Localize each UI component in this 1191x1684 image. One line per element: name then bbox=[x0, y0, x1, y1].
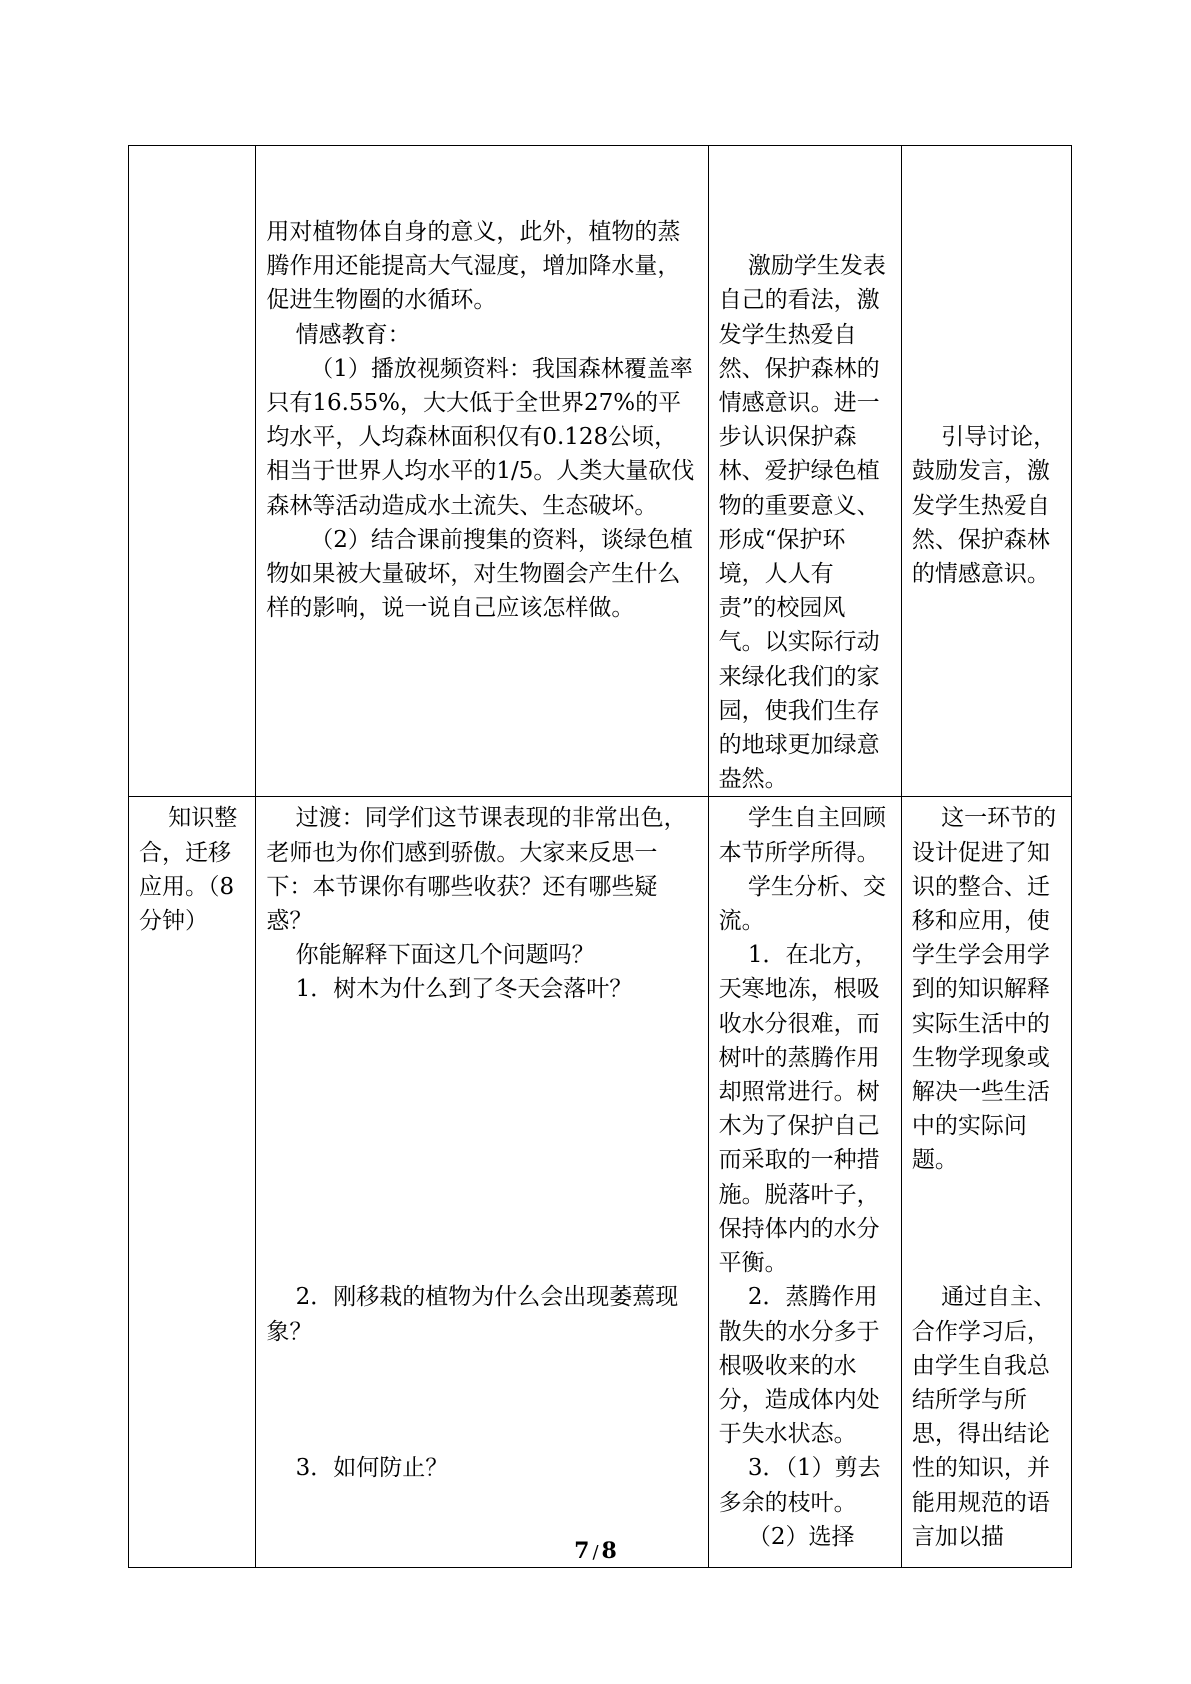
page-number bbox=[0, 1538, 1191, 1564]
page-separator: / bbox=[592, 1542, 599, 1563]
page-total: 8 bbox=[601, 1538, 617, 1564]
student-activity-cell bbox=[708, 146, 901, 797]
stage-text: 知识整合，迁移应用。（8分钟） bbox=[139, 805, 238, 935]
design-intent-text: 这一环节的设计促进了知识的整合、迁移和应用，使学生学会用学到的知识解释实际生活中的生物学现象或解决一些生活中的实际问题。 通过自主、合作学习后，由学生自我总结所学与所思，得出结论性的知识，并能用规范的语言加以描 bbox=[911, 805, 1057, 1550]
table-row bbox=[129, 797, 1072, 1568]
teacher-activity-text: 过渡：同学们这节课表现的非常出色，老师也为你们感到骄傲。大家来反思一下：本节课你有哪些收获？还有哪些疑惑？ 你能解释下面这几个问题吗？ 1．树木为什么到了冬天会落叶？ 2．刚移栽的植物为什么会出现萎蔫现象？ 3．如何防止？ bbox=[266, 805, 687, 1482]
design-intent-cell bbox=[901, 797, 1071, 1568]
student-activity-text: 激励学生发表自己的看法，激发学生热爱自然、保护森林的情感意识。进一步认识保护森林、爱护绿色植物的重要意义、形成“保护环境，人人有责”的校园风气。以实际行动来绿化我们的家园，使我们生存的地球更加绿意盎然。 bbox=[718, 253, 886, 793]
page-current: 7 bbox=[574, 1538, 590, 1564]
lesson-plan-table bbox=[128, 145, 1072, 1568]
stage-cell bbox=[129, 797, 256, 1568]
student-activity-cell bbox=[708, 797, 901, 1568]
teacher-activity-cell bbox=[256, 797, 708, 1568]
teacher-activity-cell bbox=[256, 146, 708, 797]
design-intent-text: 引导讨论，鼓励发言，激发学生热爱自然、保护森林的情感意识。 bbox=[911, 424, 1057, 588]
teacher-activity-text: 用对植物体自身的意义，此外，植物的蒸腾作用还能提高大气湿度，增加降水量，促进生物圈的水循环。 情感教育： （1）播放视频资料：我国森林覆盖率只有16.55%，大大低于全世界27%的平均水平，人均森林面积仅有0.128公顷，相当于世界人均水平的1/5。人类大量砍伐森林等活动造成水土流失、生态破坏。 （2）结合课前搜集的资料，谈绿色植物如果被大量破坏，对生物圈会产生什么样的影响，说一说自己应该怎样做。 bbox=[266, 219, 695, 622]
stage-cell bbox=[129, 146, 256, 797]
design-intent-cell bbox=[901, 146, 1071, 797]
student-activity-text: 学生自主回顾本节所学所得。 学生分析、交流。 1．在北方，天寒地冻，根吸收水分很难，而树叶的蒸腾作用却照常进行。树木为了保护自己而采取的一种措施。脱落叶子，保持体内的水分平衡。 2．蒸腾作用散失的水分多于根吸收来的水分，造成体内处于失水状态。 3．（1）剪去多余的枝叶。 （2）选择 bbox=[718, 805, 886, 1550]
table-row bbox=[129, 146, 1072, 797]
